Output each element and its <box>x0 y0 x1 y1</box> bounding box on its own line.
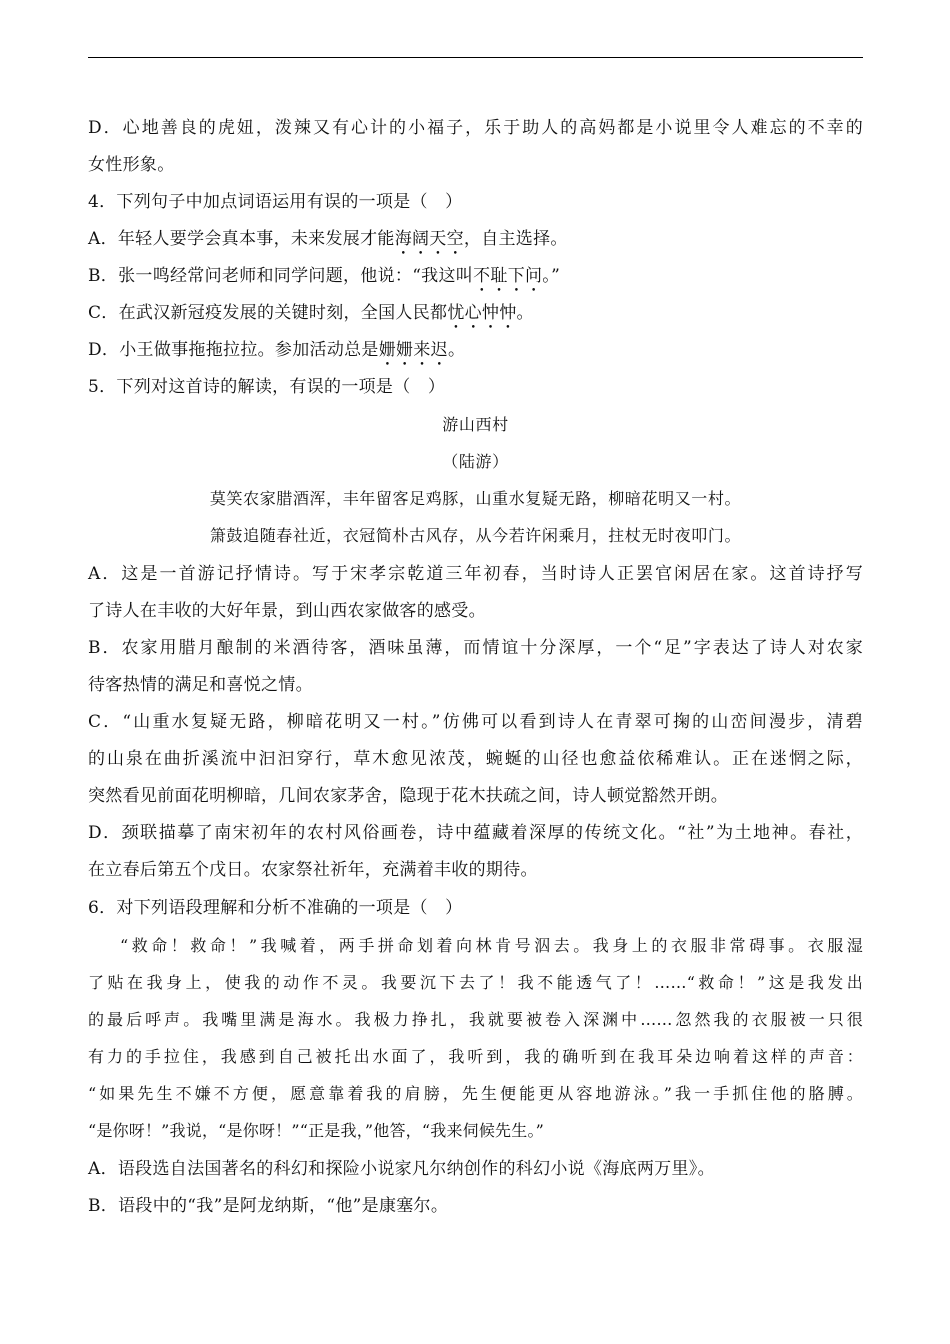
q5-option-a-line1: A．这是一首游记抒情诗。写于宋孝宗乾道三年初春，当时诗人正罢官闲居在家。这首诗抒写 <box>88 564 863 584</box>
q5-option-a-line2: 了诗人在丰收的大好年景，到山西农家做客的感受。 <box>88 601 486 621</box>
q4-option-c-text: C．在武汉新冠疫发展的关键时刻，全国人民都 <box>88 303 448 323</box>
q4-option-b-dotted-word: 不耻下问 <box>473 266 543 286</box>
q4-option-d-dotted-word: 姗姗来迟 <box>378 340 448 360</box>
q4-option-a-tail: ，自主选择。 <box>463 229 568 249</box>
poem-line-1: 莫笑农家腊酒浑，丰年留客足鸡豚，山重水复疑无路，柳暗花明又一村。 <box>209 489 742 508</box>
q4-option-b-text: B．张一鸣经常问老师和同学问题，他说：“我这叫 <box>88 266 474 286</box>
q4-option-c-tail: 。 <box>516 303 534 323</box>
q5-option-b-line2: 待客热情的满足和喜悦之情。 <box>88 675 313 695</box>
q5-option-d-line1: D．颈联描摹了南宋初年的农村风俗画卷，诗中蕴藏着深厚的传统文化。“社”为土地神。春社， <box>88 823 863 843</box>
q4-option-d-text: D．小王做事拖拖拉拉。参加活动总是 <box>88 340 379 360</box>
q4-option-d-tail: 。 <box>447 340 466 360</box>
q4-option-a-text: A．年轻人要学会真本事，未来发展才能 <box>88 229 395 249</box>
q4-option-a <box>88 228 863 259</box>
passage-line-3: 的最后呼声。我嘴里满是海水。我极力挣扎，我就要被卷入深渊中……忽然我的衣服被一只很 <box>88 1010 863 1029</box>
q3-option-d-line2: 女性形象。 <box>88 155 175 175</box>
q4-option-c <box>88 302 863 333</box>
q4-stem: 4．下列句子中加点词语运用有误的一项是（ ） <box>88 192 463 212</box>
q5-option-b-line1: B．农家用腊月酿制的米酒待客，酒味虽薄，而情谊十分深厚，一个“足”字表达了诗人对农家 <box>88 638 863 658</box>
passage-line-4: 有力的手拉住，我感到自己被托出水面了，我听到，我的确听到在我耳朵边响着这样的声音： <box>88 1047 863 1066</box>
q4-option-a-dotted-word: 海阔天空 <box>394 229 464 249</box>
q6-stem: 6．对下列语段理解和分析不准确的一项是（ ） <box>88 898 463 918</box>
q3-option-d-line1: D．心地善良的虎妞，泼辣又有心计的小福子，乐于助人的高妈都是小说里令人难忘的不幸的 <box>88 118 863 138</box>
q6-option-a: A．语段选自法国著名的科幻和探险小说家凡尔纳创作的科幻小说《海底两万里》。 <box>88 1159 715 1179</box>
passage-line-5: “如果先生不嫌不方便，愿意靠着我的肩膀，先生便能更从容地游泳。”我一手抓住他的胳膊。 <box>88 1084 863 1103</box>
q4-option-c-dotted-word: 忧心忡忡 <box>447 303 517 323</box>
poem-title: 游山西村 <box>442 415 509 434</box>
poem-line-2: 箫鼓追随春社近，衣冠简朴古风存，从今若许闲乘月，拄杖无时夜叩门。 <box>209 526 742 545</box>
q6-option-b: B．语段中的“我”是阿龙纳斯，“他”是康塞尔。 <box>88 1196 449 1216</box>
q5-option-d-line2: 在立春后第五个戊日。农家祭社祈年，充满着丰收的期待。 <box>88 860 538 880</box>
passage-line-1: “救命！救命！”我喊着，两手拼命划着向林肯号泅去。我身上的衣服非常碍事。衣服湿 <box>120 936 863 955</box>
q5-option-c-line3: 突然看见前面花明柳暗，几间农家茅舍，隐现于花木扶疏之间，诗人顿觉豁然开朗。 <box>88 786 729 806</box>
q4-option-d <box>88 339 863 370</box>
q5-option-c-line1: C．“山重水复疑无路，柳暗花明又一村。”仿佛可以看到诗人在青翠可掬的山峦间漫步，清碧 <box>88 712 863 732</box>
q4-option-b <box>88 265 863 296</box>
passage-line-2: 了贴在我身上，使我的动作不灵。我要沉下去了！我不能透气了！……“救命！”这是我发出 <box>88 973 863 992</box>
passage-line-6: “是你呀！”我说，“是你呀！”“正是我，”他答，“我来伺候先生。” <box>88 1121 545 1140</box>
header-rule <box>88 57 863 58</box>
q4-option-b-tail: 。” <box>542 266 561 286</box>
q5-stem: 5．下列对这首诗的解读，有误的一项是（ ） <box>88 377 446 397</box>
q5-option-c-line2: 的山泉在曲折溪流中汩汩穿行，草木愈见浓茂，蜿蜒的山径也愈益依稀难认。正在迷惘之际， <box>88 749 863 769</box>
poem-author: （陆游） <box>442 452 509 471</box>
